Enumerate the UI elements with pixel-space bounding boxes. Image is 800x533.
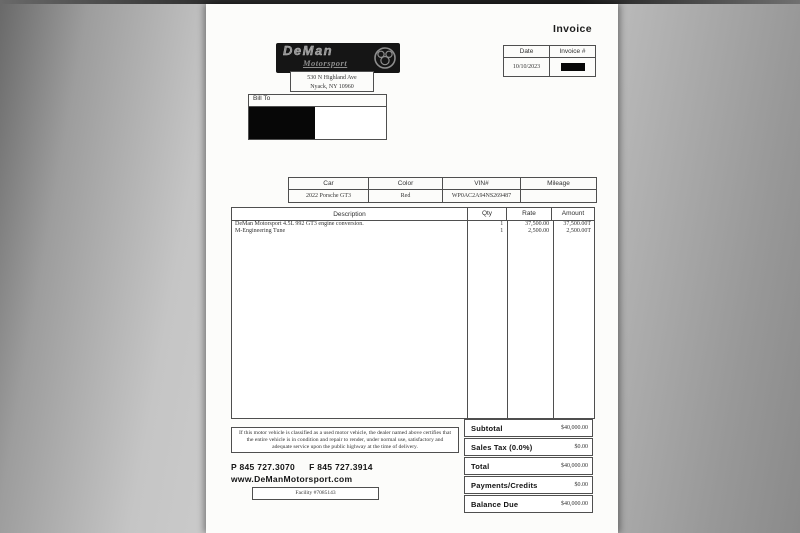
balance-due-value: $40,000.00 bbox=[561, 501, 588, 507]
line-items-header-row bbox=[232, 208, 594, 221]
phone-number: P 845 727.3070 bbox=[231, 462, 296, 472]
balance-due-label: Balance Due bbox=[471, 499, 519, 509]
redaction-block-customer-name bbox=[249, 107, 315, 139]
column-divider bbox=[553, 221, 554, 418]
sales-tax-label: Sales Tax (0.0%) bbox=[471, 442, 533, 452]
table-row bbox=[232, 221, 594, 228]
redaction-block-invoice-number bbox=[561, 63, 585, 71]
items-header-description: Description bbox=[333, 210, 366, 218]
invoice-title: Invoice bbox=[553, 23, 592, 35]
item-description: DeMan Motorsport 4.5L 992 GT3 engine conversion. bbox=[235, 221, 364, 227]
date-header: Date bbox=[504, 46, 550, 58]
payments-credits-value: $0.00 bbox=[574, 482, 588, 488]
line-items-body bbox=[232, 221, 594, 418]
item-rate: 2,500.00 bbox=[528, 228, 550, 235]
payments-credits-label: Payments/Credits bbox=[471, 480, 538, 490]
vehicle-vin-value: WP0AC2A94NS269487 bbox=[443, 190, 521, 203]
logo-script-text: Motorsport bbox=[303, 58, 348, 68]
vehicle-color-value: Red bbox=[369, 190, 443, 203]
facility-number: Facility #7085143 bbox=[252, 487, 379, 500]
logo-wordmark: DeMan bbox=[283, 43, 334, 58]
vehicle-table bbox=[288, 177, 597, 203]
subtotal-label: Subtotal bbox=[471, 423, 503, 433]
table-row bbox=[232, 228, 594, 235]
vehicle-car-value: 2022 Porsche GT3 bbox=[289, 190, 369, 203]
date-invoice-table bbox=[503, 45, 596, 77]
totals-section bbox=[464, 419, 593, 514]
vehicle-mileage-value bbox=[521, 190, 597, 203]
subtotal-row bbox=[464, 419, 593, 437]
used-vehicle-disclaimer: If this motor vehicle is classified as a used motor vehicle, the dealer named above certifies that the entire vehicle is in condition and repair to render, under normal use, satisfactory and adequate service upon the public highway at the time of delivery. bbox=[231, 427, 459, 453]
invoice-number-header: Invoice # bbox=[550, 46, 596, 58]
vehicle-header-car: Car bbox=[289, 178, 369, 190]
items-header-amount: Amount bbox=[551, 208, 594, 220]
total-value: $40,000.00 bbox=[561, 463, 588, 469]
total-row bbox=[464, 457, 593, 475]
subtotal-value: $40,000.00 bbox=[561, 425, 588, 431]
website-url: www.DeManMotorsport.com bbox=[231, 474, 353, 484]
items-header-rate: Rate bbox=[506, 208, 551, 220]
address-line2: Nyack, NY 10960 bbox=[310, 83, 354, 90]
company-logo bbox=[276, 43, 400, 73]
item-qty: 1 bbox=[500, 228, 504, 235]
balance-due-row bbox=[464, 495, 593, 513]
items-header-qty: Qty bbox=[467, 208, 506, 220]
item-amount: 37,500.00T bbox=[563, 221, 591, 227]
item-rate: 37,500.00 bbox=[525, 221, 550, 227]
footer-contact bbox=[231, 462, 373, 472]
item-qty: 1 bbox=[500, 221, 504, 227]
sales-tax-value: $0.00 bbox=[574, 444, 588, 450]
bill-to-body bbox=[248, 107, 387, 140]
item-description: M-Engineering Tune bbox=[235, 228, 286, 235]
bill-to-section bbox=[248, 94, 387, 140]
item-amount: 2,500.00T bbox=[566, 228, 591, 235]
column-divider bbox=[507, 221, 508, 418]
payments-credits-row bbox=[464, 476, 593, 494]
invoice-number-cell bbox=[550, 58, 596, 77]
vehicle-header-color: Color bbox=[369, 178, 443, 190]
date-value: 10/10/2023 bbox=[504, 58, 550, 77]
address-line1: 530 N Highland Ave bbox=[307, 75, 357, 81]
vehicle-header-vin: VIN# bbox=[443, 178, 521, 190]
logo-emblem-icon bbox=[373, 46, 397, 70]
bill-to-label: Bill To bbox=[248, 94, 387, 107]
fax-number: F 845 727.3914 bbox=[309, 462, 373, 472]
vehicle-header-mileage: Mileage bbox=[521, 178, 597, 190]
total-label: Total bbox=[471, 461, 490, 471]
column-divider bbox=[467, 221, 468, 418]
invoice-document bbox=[206, 4, 618, 533]
line-items-table bbox=[231, 207, 595, 419]
sales-tax-row bbox=[464, 438, 593, 456]
company-address bbox=[290, 71, 374, 92]
